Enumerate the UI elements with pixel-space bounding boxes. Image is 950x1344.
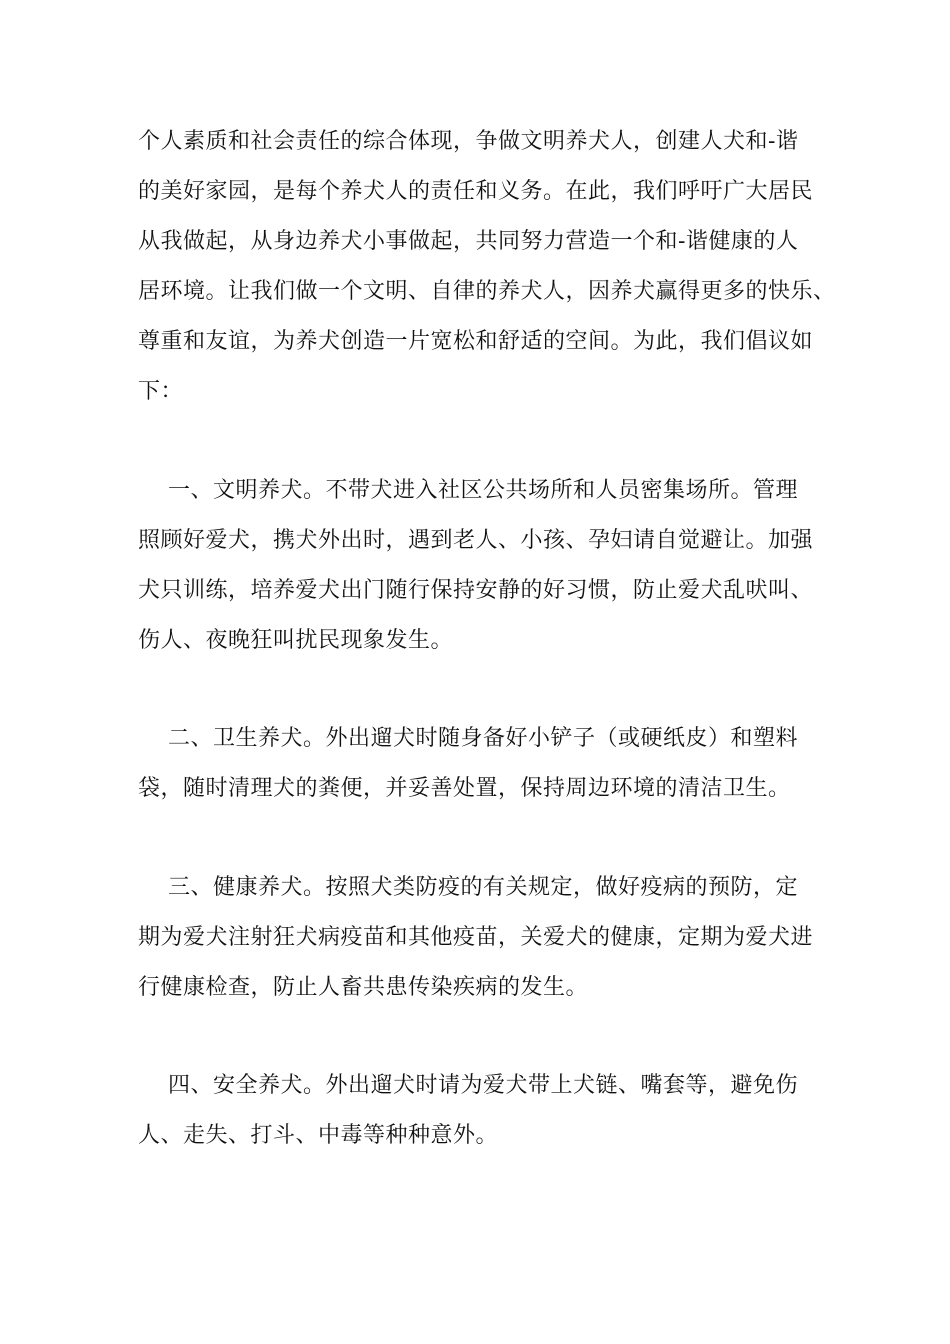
item-line: 袋，随时清理犬的粪便，并妥善处置，保持周边环境的清洁卫生。 <box>138 776 791 801</box>
item-line: 伤人、夜晚狂叫扰民现象发生。 <box>138 628 454 653</box>
item-line: 行健康检查，防止人畜共患传染疾病的发生。 <box>138 975 589 1000</box>
item-line: 二、卫生养犬。外出遛犬时随身备好小铲子（或硬纸皮）和塑料 <box>168 726 799 751</box>
item-line: 三、健康养犬。按照犬类防疫的有关规定，做好疫病的预防，定 <box>168 875 799 900</box>
intro-line: 的美好家园，是每个养犬人的责任和义务。在此，我们呼吁广大居民 <box>138 179 814 204</box>
intro-line: 尊重和友谊，为养犬创造一片宽松和舒适的空间。为此，我们倡议如 <box>138 329 814 354</box>
item-line: 期为爱犬注射狂犬病疫苗和其他疫苗，关爱犬的健康，定期为爱犬进 <box>138 925 814 950</box>
item-line: 人、走失、打斗、中毒等种种意外。 <box>138 1123 499 1148</box>
item-line: 四、安全养犬。外出遛犬时请为爱犬带上犬链、嘴套等，避免伤 <box>168 1073 799 1098</box>
intro-line: 居环境。让我们做一个文明、自律的养犬人，因养犬赢得更多的快乐、 <box>138 279 836 304</box>
item-line: 照顾好爱犬，携犬外出时，遇到老人、小孩、孕妇请自觉避让。加强 <box>138 528 814 553</box>
item-line: 犬只训练，培养爱犬出门随行保持安静的好习惯，防止爱犬乱吠叫、 <box>138 578 814 603</box>
intro-line: 下： <box>138 379 184 404</box>
intro-line: 个人素质和社会责任的综合体现，争做文明养犬人，创建人犬和-谐 <box>138 129 799 154</box>
item-line: 一、文明养犬。不带犬进入社区公共场所和人员密集场所。管理 <box>168 478 799 503</box>
intro-line: 从我做起，从身边养犬小事做起，共同努力营造一个和-谐健康的人 <box>138 229 799 254</box>
